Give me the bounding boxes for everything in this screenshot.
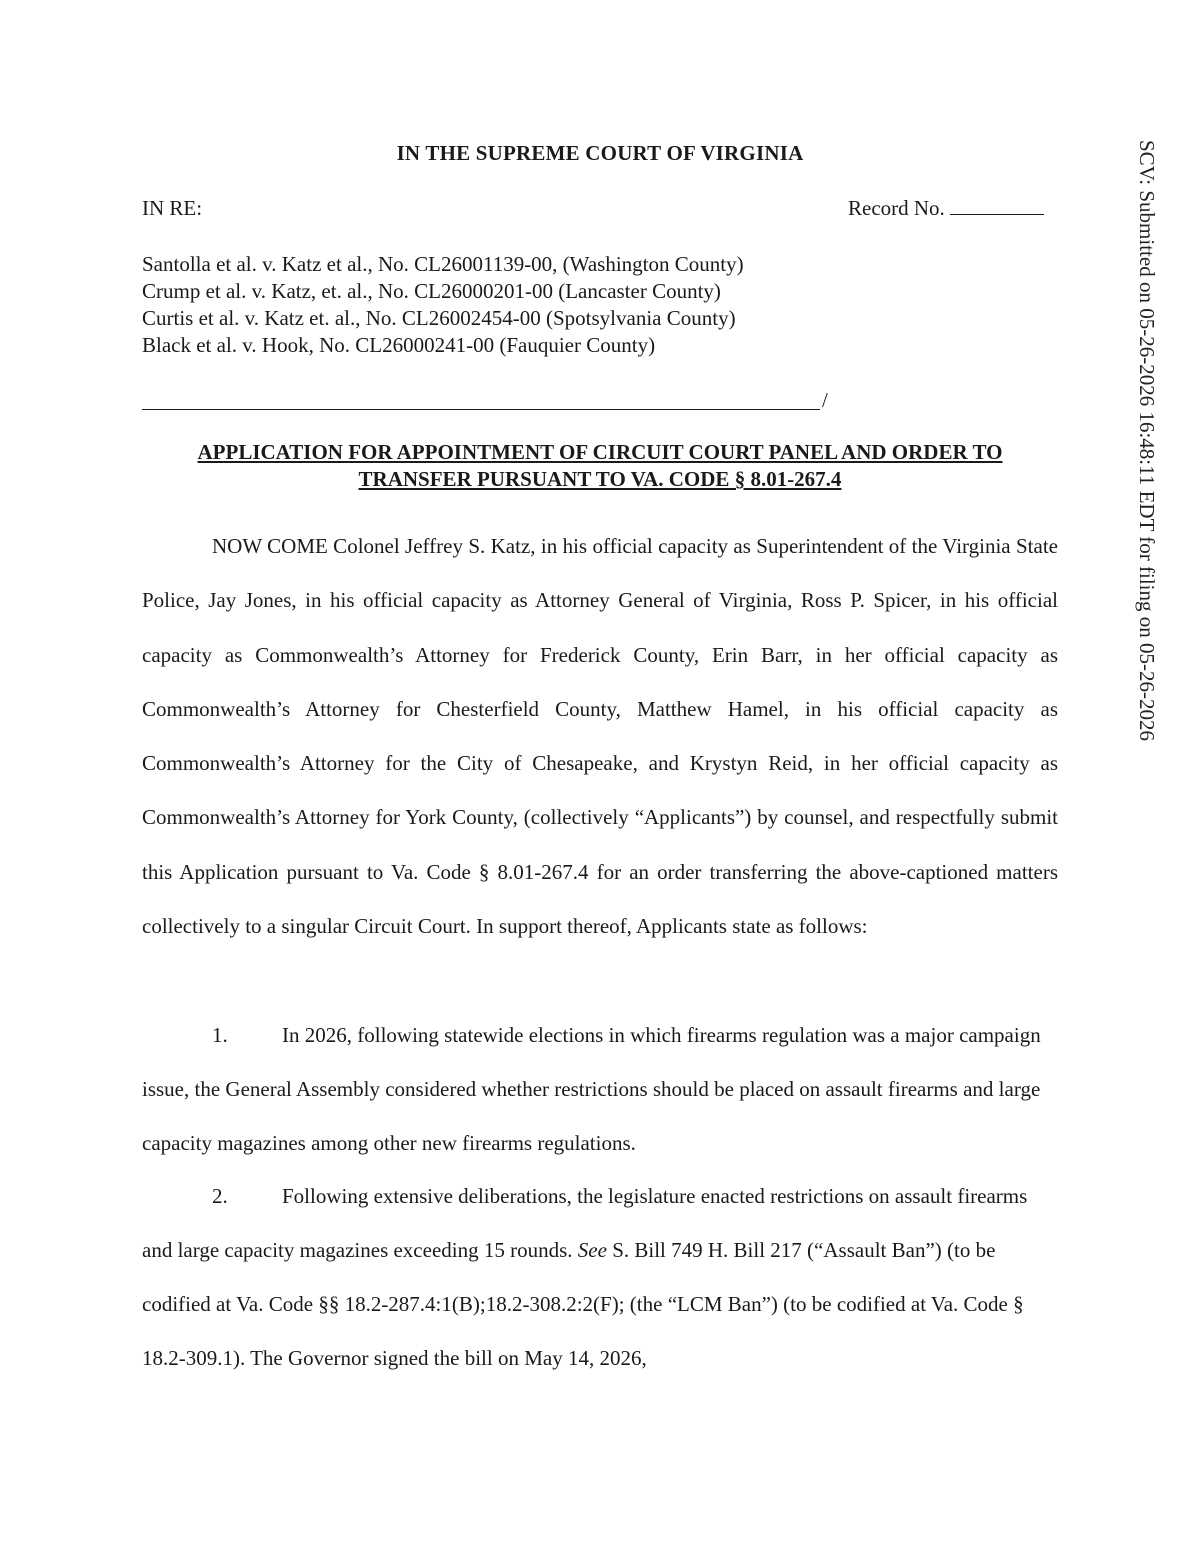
intro-paragraph: NOW COME Colonel Jeffrey S. Katz, in his official capacity as Superintendent of the Virginia State Police, Jay Jones, in his official capacity as Attorney General of Virginia, Ross P. Spicer, in his official capacity as Commonwealth’s Attorney for Frederick County, Erin Barr, in her official capacity as Commonwealth’s Attorney for Chesterfield County, Matthew Hamel, in his official capacity as Commonwealth’s Attorney for the City of Chesapeake, and Krystyn Reid, in her official capacity as Commonwealth’s Attorney for York County, (collectively “Applicants”) by counsel, and respectfully submit this Application pursuant to Va. Code § 8.01-267.4 for an order transferring the above-captioned matters collectively to a singular Circuit Court. In support thereof, Applicants state as follows:	[142, 534, 1058, 939]
record-number-label: Record No.	[848, 196, 945, 220]
case-item: Curtis et al. v. Katz et. al., No. CL26002454-00 (Spotsylvania County)	[142, 306, 736, 330]
paragraph-text: Following extensive deliberations, the legislature enacted restrictions on assault firearms and large capacity magazines exceeding 15 rounds.	[142, 1184, 1028, 1262]
case-item: Santolla et al. v. Katz et al., No. CL26001139-00, (Washington County)	[142, 252, 744, 276]
court-title: IN THE SUPREME COURT OF VIRGINIA	[396, 141, 804, 165]
numbered-paragraph-2	[142, 1169, 1058, 1385]
document-heading: APPLICATION FOR APPOINTMENT OF CIRCUIT COURT PANEL AND ORDER TO TRANSFER PURSUANT TO VA. CODE § 8.01-267.4	[197, 440, 1003, 491]
numbered-paragraph-1	[142, 1008, 1058, 1170]
case-list	[142, 251, 744, 359]
record-number-blank	[950, 196, 1044, 215]
paragraph-number: 2.	[212, 1184, 228, 1208]
caption-divider	[142, 388, 828, 412]
record-number-field	[848, 196, 1044, 221]
paragraph-text-continued: S. Bill 749 H. Bill 217 (“Assault Ban”) (to be codified at Va. Code §§ 18.2-287.4:1(B);18.2-308.2:2(F); (the “LCM Ban”) (to be codified at Va. Code § 18.2-309.1). The Governor signed the bill on May 14, 2026,	[142, 1238, 1024, 1370]
case-item: Black et al. v. Hook, No. CL26000241-00 (Fauquier County)	[142, 333, 656, 357]
in-re-label: IN RE:	[142, 196, 203, 220]
case-item: Crump et al. v. Katz, et. al., No. CL26000201-00 (Lancaster County)	[142, 279, 721, 303]
paragraph-number: 1.	[212, 1023, 228, 1047]
caption-slash: /	[822, 388, 828, 412]
see-signal: See	[577, 1238, 607, 1262]
filing-stamp: SCV: Submitted on 05-26-2026 16:48:11 EDT for filing on 05-26-2026	[1135, 140, 1159, 742]
paragraph-text: In 2026, following statewide elections in which firearms regulation was a major campaign issue, the General Assembly considered whether restrictions should be placed on assault firearms and large capacity magazines among other new firearms regulations.	[142, 1023, 1041, 1155]
caption-rule	[142, 409, 820, 410]
